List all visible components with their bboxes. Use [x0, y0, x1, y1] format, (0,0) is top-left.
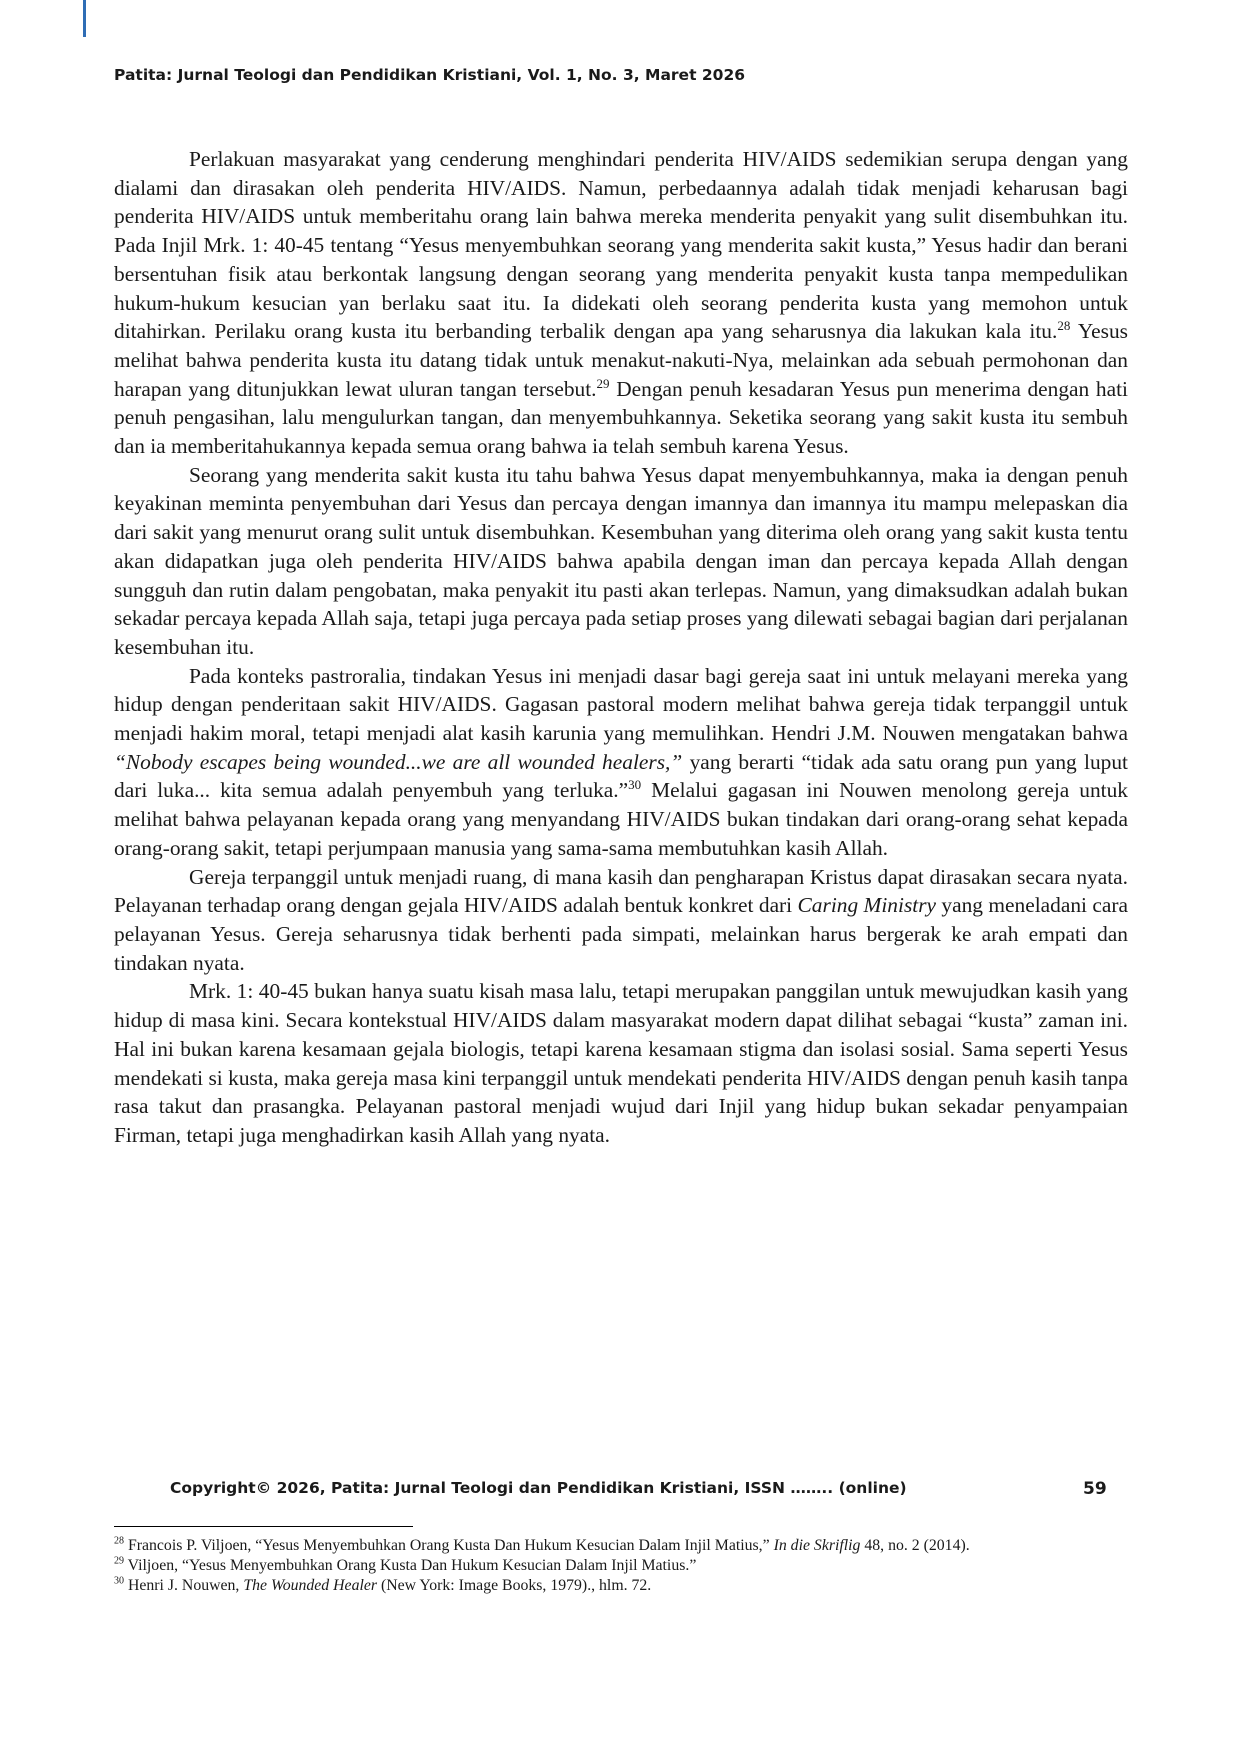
- left-margin-bar: [83, 0, 86, 37]
- article-body: [114, 145, 1128, 1150]
- footnote-30-text-a: Henri J. Nouwen,: [124, 1577, 244, 1594]
- copyright-footer: Copyright© 2026, Patita: Jurnal Teologi dan Pendidikan Kristiani, ISSN …….. (online): [170, 1479, 907, 1497]
- footnote-30-text-b: (New York: Image Books, 1979)., hlm. 72.: [377, 1577, 652, 1594]
- footnote-29: [114, 1556, 1128, 1576]
- footnote-number-30: 30: [114, 1575, 124, 1587]
- paragraph-1-text-b: Yesus melihat bahwa penderita kusta itu datang tidak untuk menakut-nakuti-Nya, melainkan ada sebuah permohonan dan harapan yang ditunjukkan lewat uluran tangan tersebut.: [114, 319, 1128, 401]
- footnotes: [114, 1536, 1128, 1596]
- running-header: Patita: Jurnal Teologi dan Pendidikan Kristiani, Vol. 1, No. 3, Maret 2026: [114, 66, 746, 84]
- footnote-ref-29[interactable]: 29: [596, 375, 610, 391]
- paragraph-1: [114, 145, 1128, 461]
- footnote-number-28: 28: [114, 1535, 124, 1547]
- footnote-30: [114, 1576, 1128, 1596]
- paragraph-4-text-b: yang meneladani cara pelayanan Yesus. Gereja seharusnya tidak berhenti pada simpati, melainkan harus bergerak ke arah empati dan tindakan nyata.: [114, 893, 1128, 975]
- page-number: 59: [1083, 1479, 1107, 1499]
- paragraph-1-text-c: Dengan penuh kesadaran Yesus pun menerima dengan hati penuh pengasihan, lalu mengulurkan tangan, dan menyembuhkannya. Seketika seorang yang sakit kusta itu sembuh dan ia memberitahukannya kepada semua orang bahwa ia telah sembuh karena Yesus.: [114, 376, 1128, 459]
- footnote-28-journal: In die Skriflig: [773, 1537, 861, 1554]
- footnote-28-text-a: Francois P. Viljoen, “Yesus Menyembuhkan Orang Kusta Dan Hukum Kesucian Dalam Injil Matius,”: [124, 1537, 774, 1554]
- caring-ministry-term: Caring Ministry: [797, 893, 937, 918]
- footnote-number-29: 29: [114, 1555, 124, 1567]
- footnote-29-text: Viljoen, “Yesus Menyembuhkan Orang Kusta Dan Hukum Kesucian Dalam Injil Matius.”: [124, 1557, 697, 1574]
- nouwen-quote: “Nobody escapes being wounded...we are all wounded healers,”: [114, 749, 683, 774]
- footnote-ref-28[interactable]: 28: [1057, 318, 1071, 334]
- paragraph-3-text-a: Pada konteks pastroralia, tindakan Yesus ini menjadi dasar bagi gereja saat ini untuk melayani mereka yang hidup dengan penderitaan sakit HIV/AIDS. Gagasan pastoral modern melihat bahwa gereja tidak terpanggil untuk menjadi hakim moral, tetapi menjadi alat kasih karunia yang memulihkan. Hendri J.M. Nouwen mengatakan bahwa: [114, 663, 1128, 746]
- footnote-28: [114, 1536, 1128, 1556]
- footnote-separator: [114, 1526, 413, 1527]
- footnote-28-text-b: 48, no. 2 (2014).: [860, 1537, 970, 1554]
- paragraph-1-text-a: Perlakuan masyarakat yang cenderung menghindari penderita HIV/AIDS sedemikian serupa dengan yang dialami dan dirasakan oleh penderita HIV/AIDS. Namun, perbedaannya adalah tidak menjadi keharusan bagi penderita HIV/AIDS untuk memberitahu orang lain bahwa mereka menderita penyakit yang sulit disembuhkan itu. Pada Injil Mrk. 1: 40-45 tentang “Yesus menyembuhkan seorang yang menderita sakit kusta,” Yesus hadir dan berani bersentuhan fisik atau berkontak langsung dengan seorang yang menderita penyakit kusta tanpa mempedulikan hukum-hukum kesucian yan berlaku saat itu. Ia didekati oleh seorang penderita kusta yang memohon untuk ditahirkan. Perilaku orang kusta itu berbanding terbalik dengan apa yang seharusnya dia lakukan kala itu.: [114, 147, 1128, 344]
- paragraph-4: [114, 863, 1128, 978]
- footnote-ref-30[interactable]: 30: [628, 777, 642, 793]
- paragraph-3-text-c: Melalui gagasan ini Nouwen menolong gereja untuk melihat bahwa pelayanan kepada orang yang menyandang HIV/AIDS bukan tindakan dari orang-orang sehat kepada orang-orang sakit, tetapi perjumpaan manusia yang sama-sama membutuhkan kasih Allah.: [114, 778, 1128, 860]
- paragraph-5: Mrk. 1: 40-45 bukan hanya suatu kisah masa lalu, tetapi merupakan panggilan untuk mewujudkan kasih yang hidup di masa kini. Secara kontekstual HIV/AIDS dalam masyarakat modern dapat dilihat sebagai “kusta” zaman ini. Hal ini bukan karena kesamaan gejala biologis, tetapi karena kesamaan stigma dan isolasi sosial. Sama seperti Yesus mendekati si kusta, maka gereja masa kini terpanggil untuk mendekati penderita HIV/AIDS dengan penuh kasih tanpa rasa takut dan prasangka. Pelayanan pastoral menjadi wujud dari Injil yang hidup bukan sekadar penyampaian Firman, tetapi juga menghadirkan kasih Allah yang nyata.: [114, 979, 1128, 1147]
- footnote-30-book-title: The Wounded Healer: [243, 1577, 378, 1594]
- paragraph-2: Seorang yang menderita sakit kusta itu tahu bahwa Yesus dapat menyembuhkannya, maka ia dengan penuh keyakinan meminta penyembuhan dari Yesus dan percaya dengan imannya dan imannya itu mampu melepaskan dia dari sakit yang menurut orang sulit untuk disembuhkan. Kesembuhan yang diterima oleh orang yang sakit kusta tentu akan didapatkan juga oleh penderita HIV/AIDS bahwa apabila dengan iman dan percaya kepada Allah dengan sungguh dan rutin dalam pengobatan, maka penyakit itu pasti akan terlepas. Namun, yang dimaksudkan adalah bukan sekadar percaya kepada Allah saja, tetapi juga percaya pada setiap proses yang dilewati sebagai bagian dari perjalanan kesembuhan itu.: [114, 462, 1128, 659]
- paragraph-3: [114, 662, 1128, 863]
- paragraph-3-text-b: yang berarti “tidak ada satu orang pun yang luput dari luka... kita semua adalah penyembuh yang terluka.”: [114, 749, 1128, 803]
- paragraph-4-text-a: Gereja terpanggil untuk menjadi ruang, di mana kasih dan pengharapan Kristus dapat dirasakan secara nyata. Pelayanan terhadap orang dengan gejala HIV/AIDS adalah bentuk konkret dari: [114, 864, 1128, 918]
